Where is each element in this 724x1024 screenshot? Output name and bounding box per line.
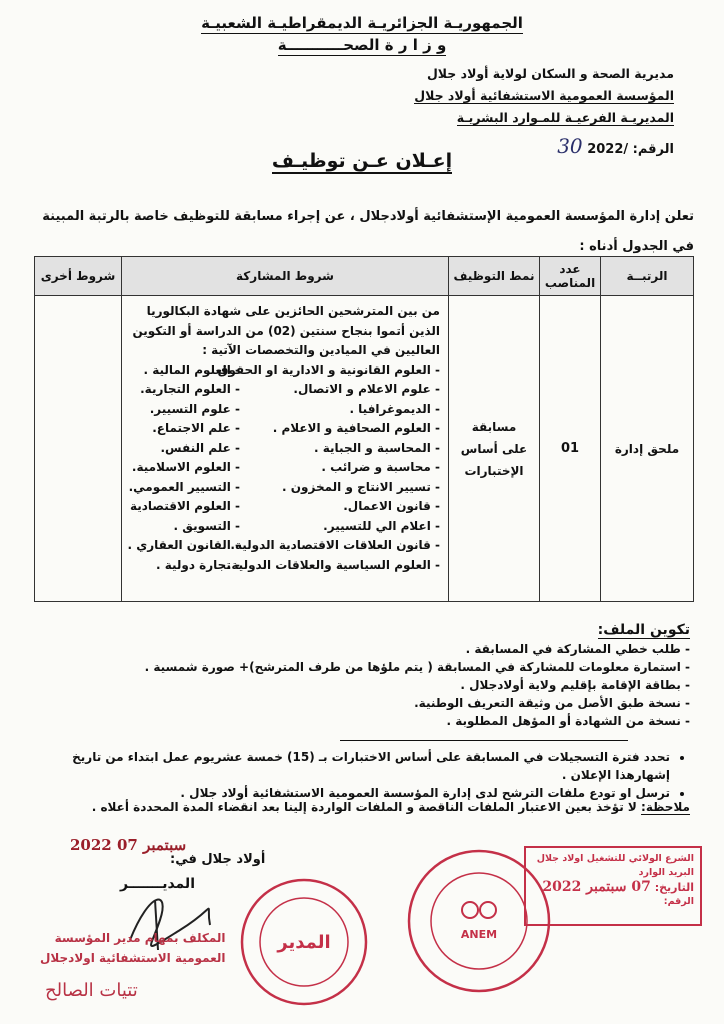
conditions-intro: من بين المترشحين الحائزين على شهادة البكالوريا الذين أتموا بنجاح سنتين (02) من الدراسة أو التكوين العاليين في الميادين والتخصصات الآتية : [132, 304, 440, 357]
handwritten-date: 2022 سبتمبر 07 [70, 836, 187, 854]
dossier-list [30, 640, 690, 730]
dossier-item: - نسخة من الشهادة أو المؤهل المطلوبة . [446, 714, 690, 728]
dossier-item: - استمارة معلومات للمشاركة في المسابقة ( يتم ملؤها من طرف المترشح)+ صورة شمسية . [144, 660, 690, 674]
director-label: المديـــــــر [120, 876, 195, 892]
receipt-stamp: الشرع الولائي للتشغيل اولاد جلال البريد الوارد التاريخ: 07 سبتمبر 2022 الرقم: [524, 846, 702, 926]
notice-item: • تحدد فترة التسجيلات في المسابقة على أساس الاختبارات بـ (15) خمسة عشريوم عمل ابتداء من تاريخ إشهارهذا الإعلان . [30, 748, 670, 784]
org-hospital: المؤسسة العمومية الاستشفائية أولاد جلال [414, 88, 674, 103]
intro-paragraph: تعلن إدارة المؤسسة العمومية الإستشفائية أولادجلال ، عن إجراء مسابقة للتوظيف خاصة بالرتبة المبينة في الجدول أدناه : [42, 209, 694, 254]
specialty-item: - العلوم المالية . [143, 362, 240, 377]
ministry-header: و ز ا ر ة الصحـــــــــــة [277, 36, 447, 54]
specialty-item: - اعلام الي للتسيير. [323, 518, 440, 533]
cell-positions: 01 [540, 296, 601, 602]
specialty-item: - القانون العقاري . [127, 538, 240, 552]
specialty-item: - علم النفس. [160, 440, 240, 455]
specialty-item: - العلوم التجارية. [140, 382, 240, 396]
seal-director-text: المدير [277, 932, 331, 953]
header-other: شروط أخرى [35, 257, 122, 296]
signatory-name: تتيات الصالح [45, 980, 138, 1001]
specialty-item: - علم الاجتماع. [152, 421, 240, 435]
dossier-item: - طلب خطي المشاركة في المسابقة . [465, 642, 690, 656]
specialty-item: - العلوم الاسلامية. [131, 460, 240, 474]
specialty-item: - العلوم الصحافية و الاعلام . [272, 421, 440, 435]
place-label: أولاد جلال في: [170, 852, 266, 867]
specialty-item: - تجارة دولية . [155, 557, 240, 572]
specialty-item: - محاسبة و ضرائب . [321, 460, 440, 474]
notices-list [30, 748, 684, 802]
note: ملاحظة: لا تؤخذ بعين الاعتبار الملفات الناقصة و الملفات الواردة إلينا بعد انقضاء المدة المحددة أعلاه . [91, 800, 690, 814]
dossier-item: - بطاقة الإقامة بإقليم ولاية أولادجلال . [460, 678, 690, 692]
cell-other [35, 296, 122, 602]
specialties-left [127, 361, 240, 576]
header-grade: الرتبــة [601, 257, 694, 296]
org-directorate: مديرية الصحة و السكان لولاية أولاد جلال [426, 66, 674, 81]
specialty-item: - المحاسبة و الجباية . [314, 440, 440, 455]
header-positions: عدد المناصب [540, 257, 601, 296]
specialty-item: - العلوم الاقتصادية [129, 499, 240, 513]
cell-mode: مسابقة على أساس الإختبارات [449, 296, 540, 602]
recruitment-table [34, 256, 694, 602]
org-subdirectorate: المديريـة الفرعيـة للمـوارد البشريـة [456, 110, 674, 125]
specialty-item: - العلوم القانونية و الادارية او الحقوق [217, 362, 440, 377]
page-title: إعـلان عـن توظيـف [271, 150, 453, 172]
specialty-item: - قانون الاعمال. [343, 499, 440, 513]
notice-item: • ترسل او تودع ملفات الترشح لدى إدارة المؤسسة العمومية الاستشفائية أولاد جلال . [30, 784, 670, 802]
reference-number: الرقم: /2022 30 [557, 134, 674, 158]
specialty-item: - التسيير العمومي. [128, 479, 240, 494]
header-mode: نمط التوظيف [449, 257, 540, 296]
anem-label: ANEM [460, 928, 498, 941]
republic-header: الجمهوريـة الجزائريـة الديمقراطيـة الشعبيـة [201, 14, 523, 32]
handwritten-ref: 30 [557, 134, 583, 158]
dossier-item: - نسخة طبق الأصل من وثيقة التعريف الوطنية. [414, 696, 690, 710]
specialty-item: - تسيير الانتاج و المخزون . [282, 479, 440, 494]
cell-grade: ملحق إدارة [601, 296, 694, 602]
specialty-item: - الديموغرافيا . [349, 401, 440, 416]
cell-conditions [122, 296, 449, 602]
director-seal [238, 876, 370, 1008]
signatory-title: المكلف بمهام مدير المؤسسة العمومية الاستشفائية اولادجلال [40, 931, 226, 965]
specialty-item: - قانون العلاقات الاقتصادية الدولية. [230, 538, 440, 552]
specialty-item: - العلوم السياسية والعلاقات الدولية. [226, 557, 440, 572]
specialties-right [217, 361, 440, 576]
dossier-title: تكوين الملف: [597, 622, 690, 638]
specialty-item: - علوم الاعلام و الاتصال. [293, 382, 440, 396]
specialty-item: - التسويق . [173, 518, 240, 533]
divider [340, 740, 628, 741]
header-conditions: شروط المشاركة [122, 257, 449, 296]
specialty-item: - علوم التسيير. [149, 401, 240, 416]
